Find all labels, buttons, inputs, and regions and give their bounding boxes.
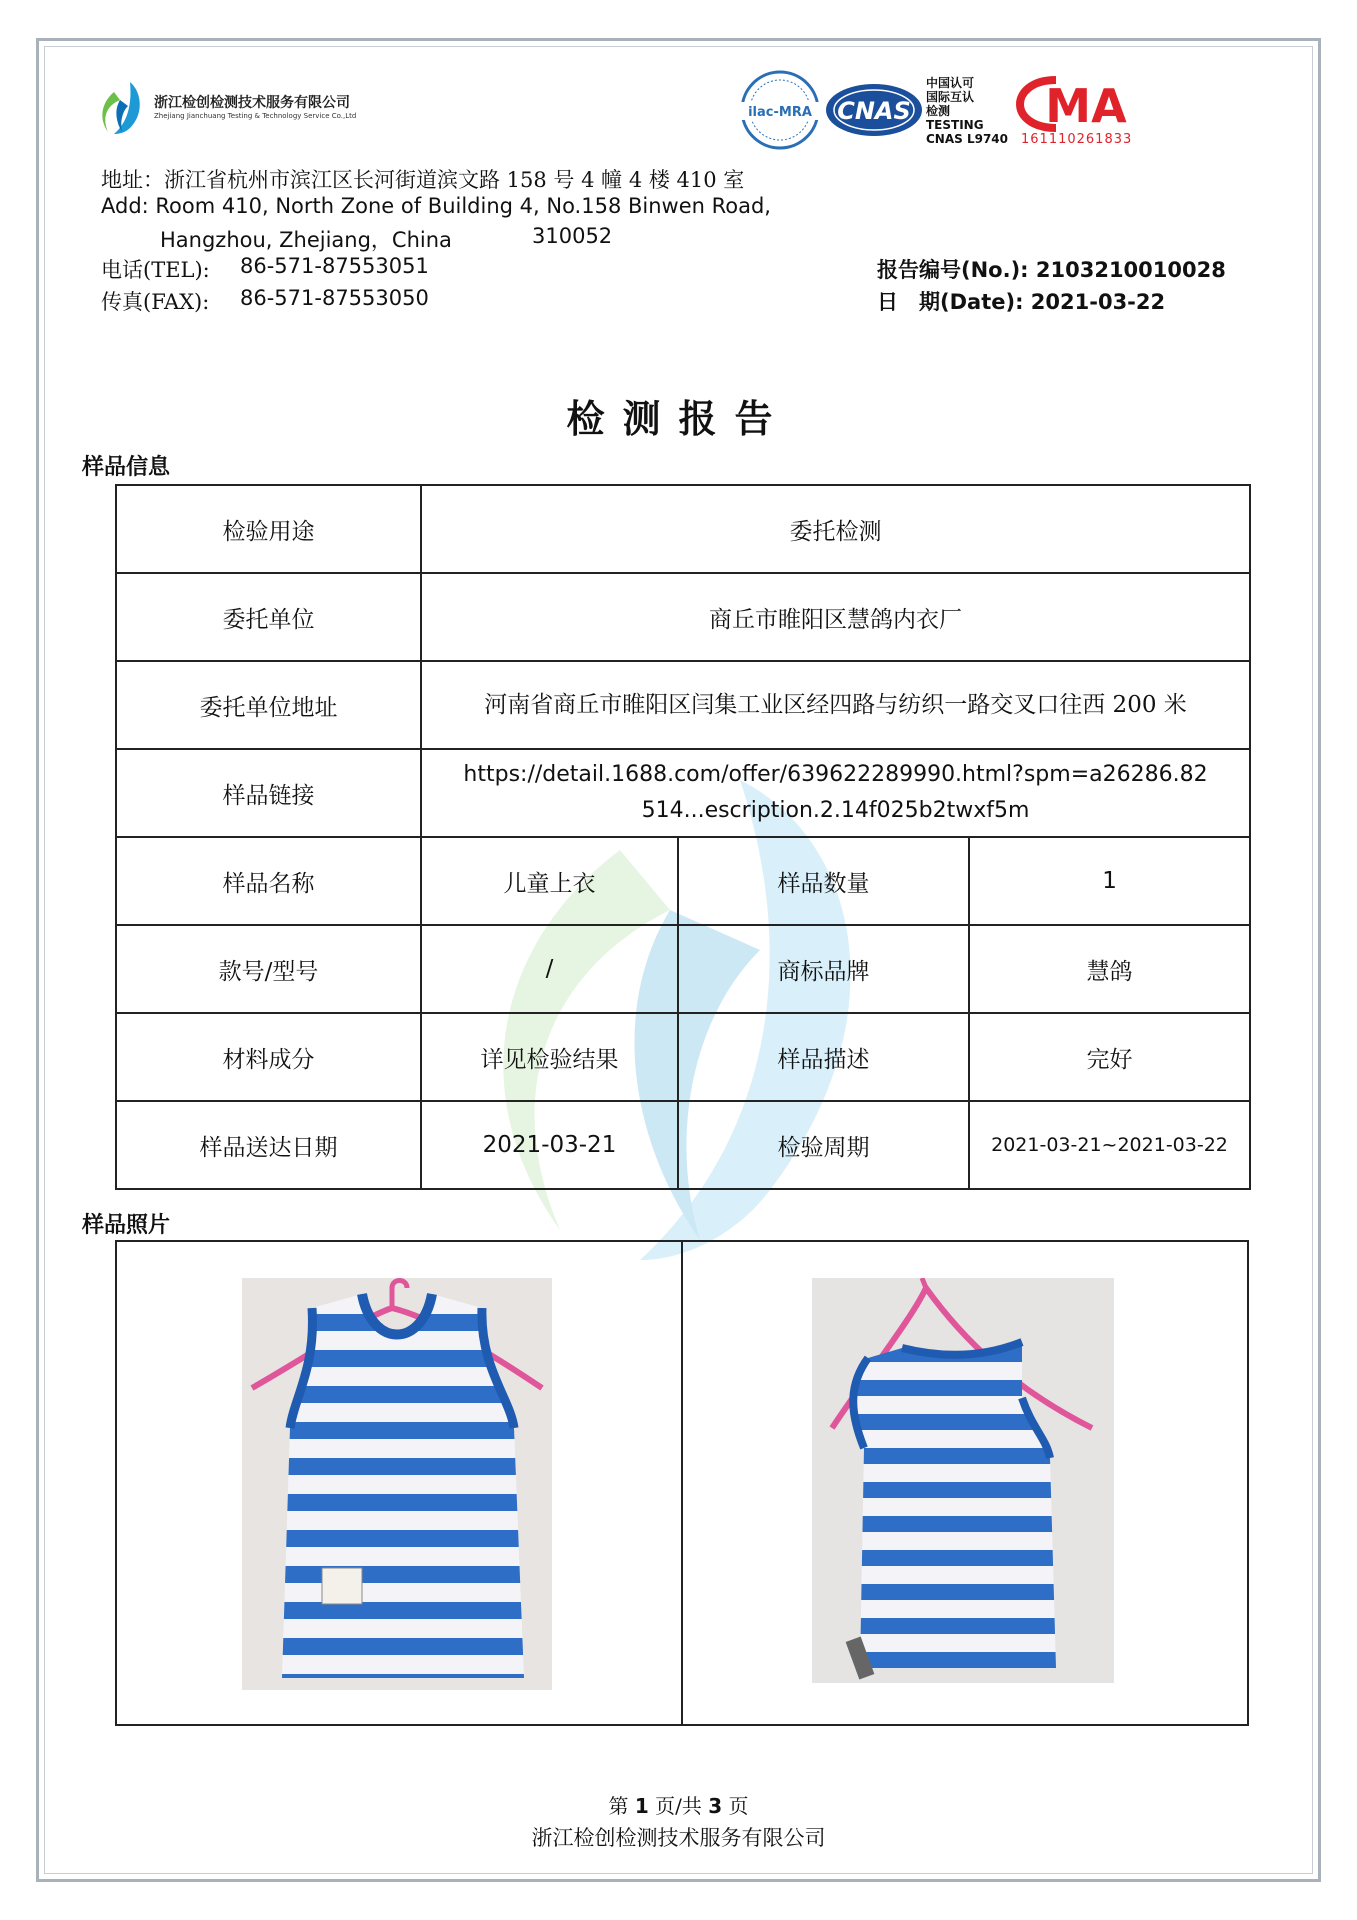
company-logo-mark — [96, 80, 144, 136]
client-label: 委托单位 — [116, 573, 421, 661]
brand-value: 慧鸽 — [969, 925, 1250, 1013]
client-address-value: 河南省商丘市睢阳区闫集工业区经四路与纺织一路交叉口往西 200 米 — [421, 661, 1250, 749]
page-mid: 页/共 — [655, 1794, 702, 1818]
page-suffix: 页 — [728, 1794, 749, 1818]
report-date-label: 日 期(Date): — [877, 290, 1024, 314]
brand-label: 商标品牌 — [678, 925, 969, 1013]
table-row — [116, 925, 1250, 1013]
table-row — [116, 573, 1250, 661]
cma-number: 161110261833 — [1021, 132, 1133, 147]
model-label: 款号/型号 — [116, 925, 421, 1013]
report-date — [877, 286, 1165, 316]
test-period-label: 检验周期 — [678, 1101, 969, 1189]
table-row — [116, 661, 1250, 749]
ilac-label: ilac-MRA — [748, 105, 812, 120]
description-value: 完好 — [969, 1013, 1250, 1101]
report-number-label: 报告编号(No.): — [877, 258, 1029, 282]
cnas-accreditation-text — [926, 76, 1008, 146]
fax-number: 86-571-87553050 — [240, 286, 429, 310]
page-prefix: 第 — [608, 1794, 629, 1818]
table-row — [116, 837, 1250, 925]
sample-link-line1: https://detail.1688.com/offer/639622289990.html?spm=a26286.82 — [463, 762, 1208, 787]
cnas-logo — [824, 80, 924, 140]
sample-link-value — [421, 749, 1250, 837]
report-date-value: 2021-03-22 — [1030, 290, 1166, 314]
tel-number: 86-571-87553051 — [240, 254, 429, 278]
sample-name-value: 儿童上衣 — [421, 837, 678, 925]
table-row — [116, 485, 1250, 573]
cnas-line: 国际互认 — [926, 90, 975, 104]
company-logo — [96, 80, 556, 144]
material-value: 详见检验结果 — [421, 1013, 678, 1101]
page-number — [0, 1790, 1357, 1819]
fax-label: 传真(FAX): — [101, 290, 210, 314]
table-row — [116, 1013, 1250, 1101]
company-name-en: Zhejiang Jianchuang Testing & Technology Service Co.,Ltd — [154, 112, 357, 120]
page-current: 1 — [634, 1794, 649, 1818]
report-title: 检测报告 — [566, 396, 791, 441]
tel-label: 电话(TEL): — [101, 258, 210, 282]
sample-photo-front — [242, 1278, 552, 1690]
cnas-label: CNAS — [837, 97, 911, 125]
cnas-line: TESTING — [926, 118, 984, 132]
footer-company: 浙江检创检测技术服务有限公司 — [531, 1826, 826, 1850]
sample-info-table — [115, 484, 1251, 1190]
cnas-line: 中国认可 — [926, 76, 975, 90]
company-name-cn: 浙江检创检测技术服务有限公司 — [154, 95, 350, 111]
sample-qty-label: 样品数量 — [678, 837, 969, 925]
report-number-value: 2103210010028 — [1035, 258, 1226, 282]
sample-link-label: 样品链接 — [116, 749, 421, 837]
sample-info-heading: 样品信息 — [82, 454, 171, 480]
cnas-line: CNAS L9740 — [926, 132, 1009, 146]
report-number — [877, 254, 1226, 284]
received-date-value: 2021-03-21 — [421, 1101, 678, 1189]
cnas-line: 检测 — [926, 104, 951, 118]
table-row — [116, 749, 1250, 837]
cma-label: MA — [1045, 79, 1127, 133]
certification-marks — [738, 68, 1138, 158]
client-value: 商丘市睢阳区慧鸽内衣厂 — [421, 573, 1250, 661]
address-en-line1: Add: Room 410, North Zone of Building 4, No.158 Binwen Road, — [101, 194, 771, 218]
address-cn: 地址：浙江省杭州市滨江区长河街道滨文路 158 号 4 幢 4 楼 410 室 — [101, 168, 745, 192]
sample-photo-back — [812, 1278, 1114, 1683]
page-total: 3 — [708, 1794, 723, 1818]
table-row — [116, 1101, 1250, 1189]
received-date-label: 样品送达日期 — [116, 1101, 421, 1189]
cma-logo — [1016, 72, 1128, 134]
purpose-label: 检验用途 — [116, 485, 421, 573]
sample-qty-value: 1 — [969, 837, 1250, 925]
purpose-value: 委托检测 — [421, 485, 1250, 573]
sample-name-label: 样品名称 — [116, 837, 421, 925]
postcode: 310052 — [532, 224, 613, 248]
model-value: / — [421, 925, 678, 1013]
description-label: 样品描述 — [678, 1013, 969, 1101]
sample-link-line2: 514...escription.2.14f025b2twxf5m — [641, 798, 1030, 823]
address-en-line2: Hangzhou, Zhejiang，China — [160, 228, 452, 252]
ilac-mra-logo — [738, 68, 822, 152]
test-period-value: 2021-03-21~2021-03-22 — [969, 1101, 1250, 1189]
client-address-label: 委托单位地址 — [116, 661, 421, 749]
sample-photos-heading: 样品照片 — [82, 1212, 171, 1238]
material-label: 材料成分 — [116, 1013, 421, 1101]
